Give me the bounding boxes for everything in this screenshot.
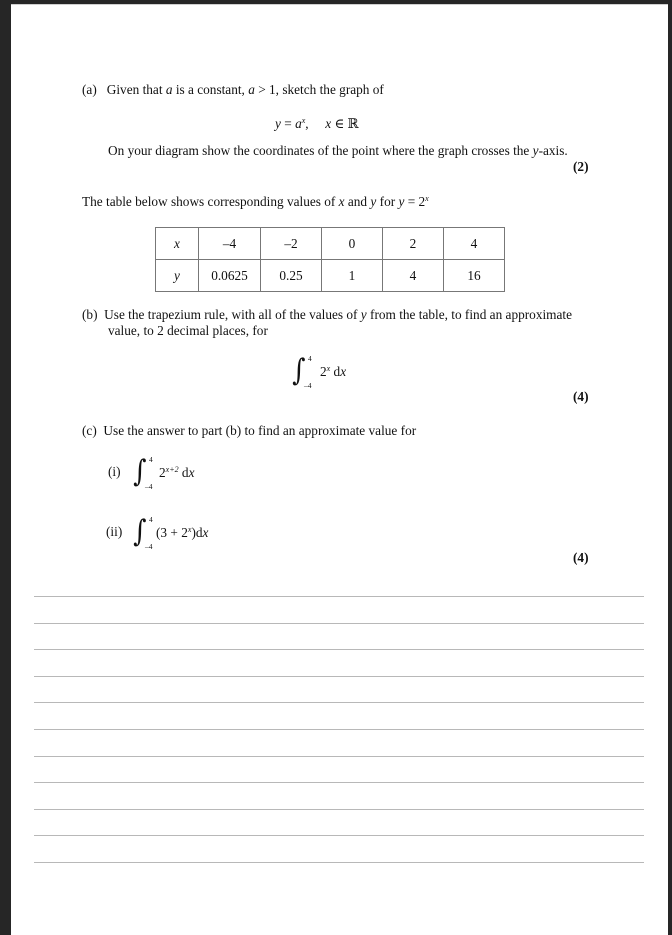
instruction-after: -axis. <box>538 143 568 158</box>
table-header-y: y <box>156 260 199 292</box>
answer-line[interactable] <box>34 676 644 677</box>
part-a-instruction <box>108 143 568 159</box>
intro-text: The table below shows corresponding values of <box>82 194 339 209</box>
eq-y: y <box>275 116 281 131</box>
table-cell: 4 <box>444 228 505 260</box>
intro-eq-exp: x <box>425 194 429 203</box>
table-row-y <box>156 260 505 292</box>
table-cell: 1 <box>322 260 383 292</box>
intro-and: and <box>344 194 371 209</box>
part-a-equation <box>275 116 359 132</box>
upper-limit: 4 <box>149 515 153 524</box>
intro-x: x <box>338 194 345 209</box>
intro-for: for <box>376 194 399 209</box>
integrand-d: d <box>178 465 189 480</box>
part-c-question <box>82 423 416 439</box>
answer-line[interactable] <box>34 862 644 863</box>
lower-limit: –4 <box>145 482 153 491</box>
part-a-label: (a) <box>82 82 97 97</box>
part-a-question <box>82 82 384 98</box>
part-c-ii-label: (ii) <box>106 524 123 539</box>
table-cell: 0.0625 <box>199 260 261 292</box>
integrand <box>159 465 195 481</box>
intro-y: y <box>370 194 377 209</box>
answer-line[interactable] <box>34 835 644 836</box>
table-cell: 2 <box>383 228 444 260</box>
integrand-base: 2 <box>320 364 327 379</box>
part-c-marks: (4) <box>573 550 589 565</box>
part-b-line1 <box>82 307 572 323</box>
exam-page <box>11 4 668 935</box>
integrand <box>320 364 346 380</box>
integrand-var: x <box>202 525 209 540</box>
answer-line[interactable] <box>34 756 644 757</box>
part-b-text-after: from the table, to find an approximate <box>366 307 572 322</box>
integral-sign-icon: ∫ <box>133 514 147 549</box>
integrand-var: x <box>340 364 347 379</box>
eq-domain: ∈ ℝ <box>331 116 359 131</box>
part-c-text: Use the answer to part (b) to find an approximate value for <box>103 423 417 438</box>
part-a-text: Given that <box>106 82 166 97</box>
answer-line[interactable] <box>34 782 644 783</box>
upper-limit: 4 <box>308 354 312 363</box>
table-intro <box>82 194 429 210</box>
part-a-text-after: > 1, sketch the graph of <box>254 82 384 97</box>
part-c-i-label: (i) <box>108 464 121 479</box>
answer-line[interactable] <box>34 809 644 810</box>
cond-a: a <box>248 82 255 97</box>
integral-sign-icon: ∫ <box>133 454 147 489</box>
part-a-text-mid: is a constant, <box>172 82 249 97</box>
instruction-text: On your diagram show the coordinates of the point where the graph crosses the <box>108 143 533 158</box>
eq-equals: = <box>280 116 296 131</box>
eq-base: a <box>295 116 302 131</box>
upper-limit: 4 <box>149 455 153 464</box>
instruction-var: y <box>532 143 539 158</box>
lower-limit: –4 <box>304 381 312 390</box>
integrand-open: (3 + 2 <box>156 525 188 540</box>
eq-exponent: x <box>301 116 306 125</box>
part-b-marks: (4) <box>573 389 589 404</box>
table-cell: 0.25 <box>261 260 322 292</box>
part-b-text: Use the trapezium rule, with all of the values of <box>104 307 361 322</box>
table-header-x: x <box>156 228 199 260</box>
answer-line[interactable] <box>34 649 644 650</box>
values-table <box>155 227 505 292</box>
lower-limit: –4 <box>145 542 153 551</box>
integrand-exp: x <box>326 364 331 373</box>
integrand-close: )d <box>191 525 203 540</box>
part-b-label: (b) <box>82 307 98 322</box>
eq-domain-x: x <box>325 116 332 131</box>
var-a: a <box>165 82 173 97</box>
integrand-exp: x+2 <box>165 465 179 474</box>
intro-eq-rest: = 2 <box>404 194 426 209</box>
table-cell: 0 <box>322 228 383 260</box>
answer-line[interactable] <box>34 729 644 730</box>
part-b-var: y <box>360 307 367 322</box>
integrand <box>156 525 208 541</box>
integrand-d: d <box>330 364 341 379</box>
table-cell: –4 <box>199 228 261 260</box>
eq-comma: , <box>305 116 309 131</box>
intro-eq-y: y <box>398 194 405 209</box>
part-c-label: (c) <box>82 423 97 438</box>
integrand-base: 2 <box>159 465 166 480</box>
integrand-exp: x <box>187 525 192 534</box>
answer-line[interactable] <box>34 596 644 597</box>
table-cell: –2 <box>261 228 322 260</box>
table-cell: 16 <box>444 260 505 292</box>
table-cell: 4 <box>383 260 444 292</box>
answer-line[interactable] <box>34 702 644 703</box>
part-b-line2: value, to 2 decimal places, for <box>108 323 268 338</box>
table-row-x <box>156 228 505 260</box>
integrand-var: x <box>188 465 195 480</box>
integral-sign-icon: ∫ <box>292 353 306 388</box>
answer-line[interactable] <box>34 623 644 624</box>
part-a-marks: (2) <box>573 159 589 174</box>
